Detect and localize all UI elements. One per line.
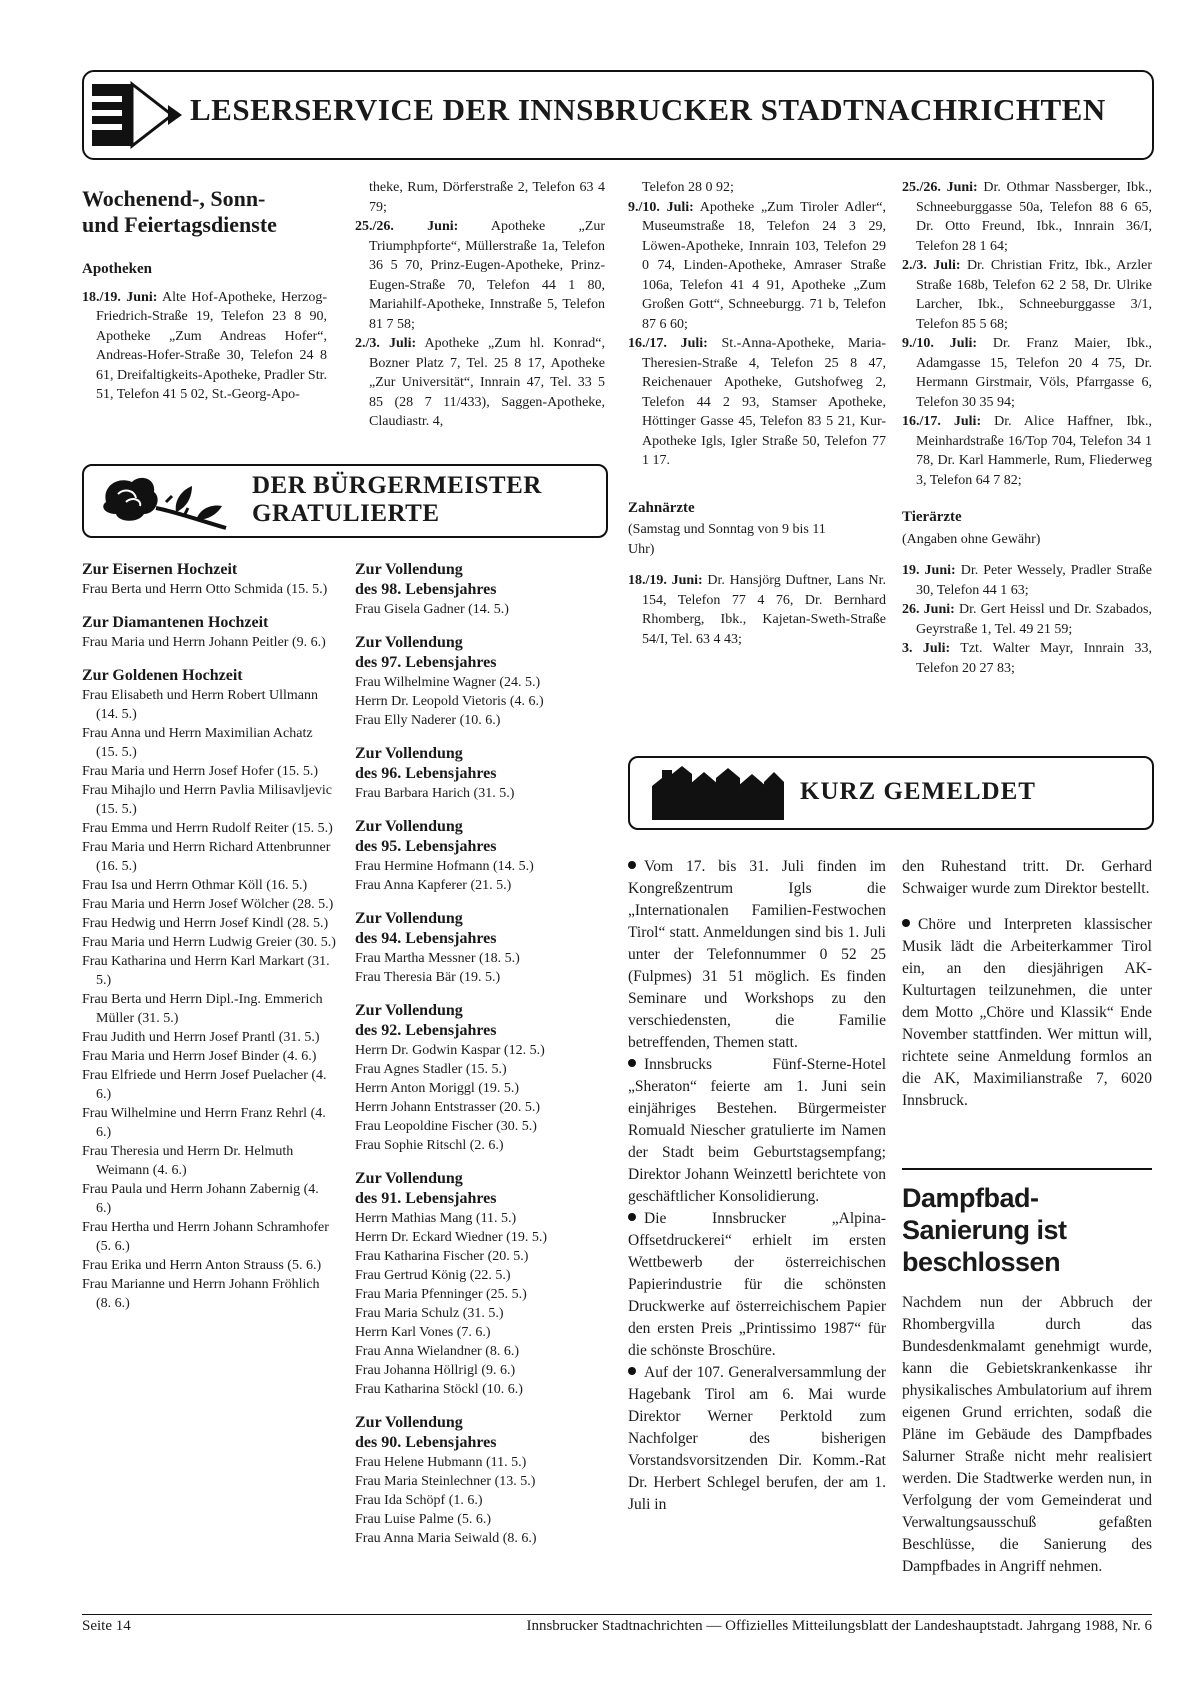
birthday-item: Frau Hermine Hofmann (14. 5.) (355, 859, 534, 874)
leserservice-banner (82, 70, 1154, 160)
zahnarzte-list-2 (902, 178, 1152, 490)
duty-entry (902, 639, 1152, 678)
bullet-icon (902, 919, 910, 927)
rose-icon (96, 472, 236, 530)
news-item (902, 914, 1152, 1112)
footer-rule (82, 1614, 1152, 1615)
gratulation-item: Frau Paula und Herrn Johann Zabernig (4. 6.) (82, 1182, 319, 1216)
bullet-icon (628, 861, 636, 869)
duty-date: 3. Juli: (902, 641, 951, 656)
duty-text: Dr. Gert Heissl und Dr. Szabados, Geyrstraße 1, Tel. 49 21 59; (916, 602, 1152, 637)
duty-text: Apotheke „Zur Triumphpforte“, Müllerstraße 1a, Telefon 36 5 70, Prinz-Eugen-Apotheke, Prinz-Eugen-Straße 70, Telefon 44 1 80, Mariahilf-Apotheke, Innstraße 5, Telefon 81 7 58; (369, 219, 605, 332)
birthday-item: Frau Agnes Stadler (15. 5.) (355, 1062, 507, 1077)
gratulation-item: Frau Maria und Herrn Josef Wölcher (28. 5.) (82, 897, 334, 912)
birthday-item: Frau Ida Schöpf (1. 6.) (355, 1493, 483, 1508)
birthday-subheading: des 94. Lebensjahres (355, 930, 497, 947)
bullet-icon (628, 1367, 636, 1375)
duty-date: 2./3. Juli: (902, 258, 961, 273)
dampfbad-text: Nachdem nun der Abbruch der Rhombergvilla durch das Bundesdenkmalamt genehmigt wurde, kann die Gebietskrankenkasse ihr physikalisches Ambulatorium auf ihrem eigenen Grund errichten, sodaß die Pläne im Gebäude des Dampfbades Salurner Straße nicht mehr realisiert werden. Die Stadtwerke werden nun, in Verfolgung der vom Gemeinderat und Verwaltungsausschuß gefaßten Beschlüsse, die Sanierung des Dampfbades in Angriff nehmen. (902, 1294, 1152, 1575)
duty-entry (902, 600, 1152, 639)
tierarzte-title: Tierärzte (902, 509, 962, 525)
duty-date: 25./26. Juni: (902, 180, 978, 195)
birthday-item: Herrn Mathias Mang (11. 5.) (355, 1211, 517, 1226)
birthday-item: Frau Leopoldine Fischer (30. 5.) (355, 1119, 537, 1134)
duty-text: Dr. Othmar Nassberger, Ibk., Schneeburggasse 50a, Telefon 88 6 65, Dr. Otto Freund, Ibk., Innrain 36/I, Telefon 28 1 64; (916, 180, 1153, 254)
gratulation-item: Frau Berta und Herrn Dipl.-Ing. Emmerich Müller (31. 5.) (82, 992, 323, 1026)
duty-text: Alte Hof-Apotheke, Herzog-Friedrich-Straße 19, Telefon 23 8 90, Apotheke „Zum Andreas Hofer“, Andreas-Hofer-Straße 30, Telefon 24 8 61, Dreifaltigkeits-Apotheke, Pradler Str. 51, Telefon 41 5 02, St.-Georg-Apo- (96, 289, 327, 402)
gratulation-heading: Zur Diamantenen Hochzeit (82, 614, 269, 631)
buergermeister-col2 (355, 560, 605, 1548)
birthday-item: Frau Anna Kapferer (21. 5.) (355, 878, 512, 893)
duty-entry (355, 217, 605, 334)
duty-date: 9./10. Juli: (628, 199, 694, 215)
birthday-item: Frau Wilhelmine Wagner (24. 5.) (355, 675, 541, 690)
duty-date: 26. Juni: (902, 602, 955, 617)
birthday-heading: Zur Vollendung (355, 745, 463, 762)
duty-date: 2./3. Juli: (355, 336, 417, 351)
duty-date: 16./17. Juli: (902, 414, 982, 429)
duty-entry (628, 178, 886, 198)
duty-date: 9./10. Juli: (902, 336, 978, 351)
bullet-icon (628, 1213, 636, 1221)
news-text: Innsbrucks Fünf-Sterne-Hotel „Sheraton“ feierte am 1. Juni sein einjähriges Bestehen. Bürgermeister Romuald Niescher gratulierte im Namen der Stadt beim Geburtstagsempfang; Direktor Johann Weinzettl berichtete von geschäftlicher Konsolidierung. (628, 1056, 886, 1205)
birthday-subheading: des 96. Lebensjahres (355, 765, 497, 782)
zahnarzte-title: Zahnärzte (628, 499, 695, 516)
birthday-item: Frau Elly Naderer (10. 6.) (355, 713, 501, 728)
gratulation-item: Frau Mihajlo und Herrn Pavlia Milisavljevic (15. 5.) (82, 783, 333, 817)
duty-date: 25./26. Juni: (355, 219, 459, 234)
weekend-heading: Wochenend-, Sonn- und Feiertagsdienste (82, 186, 277, 237)
duty-entry (355, 334, 605, 432)
birthday-item: Frau Maria Pfenninger (25. 5.) (355, 1287, 527, 1302)
duty-text: Tzt. Walter Mayr, Innrain 33, Telefon 20 27 83; (916, 641, 1152, 676)
gratulation-item: Frau Maria und Herrn Josef Binder (4. 6.) (82, 1049, 317, 1064)
gratulation-item: Frau Marianne und Herrn Johann Fröhlich (8. 6.) (82, 1277, 320, 1311)
news-text: Vom 17. bis 31. Juli finden im Kongreßzentrum Igls die „Internationalen Familien-Festwochen Tirol“ statt. Anmeldungen sind bis 1. Juli unter der Telefonnummer 0 52 25 (Fulpmes) 31 51 möglich. Es finden Seminare und Workshops zu den verschiedensten, die Familie betreffenden, Themen statt. (628, 858, 886, 1051)
duty-text: Dr. Franz Maier, Ibk., Adamgasse 15, Telefon 20 4 75, Dr. Hermann Girstmair, Völs, Pfarrgasse 6, Telefon 30 35 94; (916, 336, 1152, 410)
gratulation-item: Frau Elfriede und Herrn Josef Puelacher (4. 6.) (82, 1068, 327, 1102)
birthday-item: Frau Anna Wielandner (8. 6.) (355, 1344, 520, 1359)
gratulation-item: Frau Elisabeth und Herrn Robert Ullmann (14. 5.) (82, 688, 319, 722)
tierarzte-list (902, 561, 1152, 678)
weekend-col4 (902, 178, 1152, 678)
birthday-item: Frau Theresia Bär (19. 5.) (355, 970, 501, 985)
duty-date: 16./17. Juli: (628, 336, 708, 351)
bullet-icon (628, 1059, 636, 1067)
news-text: Chöre und Interpreten klassischer Musik lädt die Arbeiterkammer Tirol ein, an den diesjährigen AK-Kulturtagen teilzunehmen, die unter dem Motto „Chöre und Klassik“ Ende November stattfinden. Wer mittun will, richtete seine Anmeldung formlos an die AK, Maximilianstraße 7, 6020 Innsbruck. (902, 916, 1152, 1109)
birthday-item: Frau Gisela Gadner (14. 5.) (355, 602, 509, 617)
birthday-item: Frau Gertrud König (22. 5.) (355, 1268, 511, 1283)
buergermeister-banner (82, 464, 608, 538)
birthday-subheading: des 97. Lebensjahres (355, 654, 497, 671)
birthday-item: Frau Anna Maria Seiwald (8. 6.) (355, 1531, 537, 1546)
news-item (628, 856, 886, 1054)
duty-entry (628, 198, 886, 335)
footer-publication: Innsbrucker Stadtnachrichten — Offizielles Mitteilungsblatt der Landeshauptstadt. Jahrgang 1988, Nr. 6 (526, 1618, 1152, 1634)
birthday-item: Frau Luise Palme (5. 6.) (355, 1512, 492, 1527)
birthday-item: Frau Barbara Harich (31. 5.) (355, 786, 515, 801)
gratulation-item: Frau Maria und Herrn Johann Peitler (9. 6.) (82, 635, 326, 650)
dampfbad-title: Dampfbad-Sanierung ist beschlossen (902, 1183, 1067, 1277)
birthday-item: Frau Maria Steinlechner (13. 5.) (355, 1474, 536, 1489)
kurz-continuation: den Ruhestand tritt. Dr. Gerhard Schwaiger wurde zum Direktor bestellt. (902, 858, 1152, 897)
birthday-subheading: des 95. Lebensjahres (355, 838, 497, 855)
birthday-heading: Zur Vollendung (355, 634, 463, 651)
kurz-col2 (902, 856, 1152, 1112)
gratulation-item: Frau Isa und Herrn Othmar Köll (16. 5.) (82, 878, 308, 893)
birthday-heading: Zur Vollendung (355, 1002, 463, 1019)
weekend-col3 (628, 178, 886, 649)
birthday-item: Herrn Anton Moriggl (19. 5.) (355, 1081, 520, 1096)
leserservice-logo-icon (90, 80, 190, 150)
duty-date: 18./19. Juni: (628, 573, 703, 588)
apotheken-list-1 (82, 288, 327, 405)
birthday-heading: Zur Vollendung (355, 561, 463, 578)
duty-date: 18./19. Juni: (82, 289, 158, 305)
birthday-item: Herrn Dr. Eckard Wiedner (19. 5.) (355, 1230, 547, 1245)
zahnarzte-list (628, 571, 886, 649)
duty-text: Apotheke „Zum Tiroler Adler“, Museumstraße 18, Telefon 24 3 29, Löwen-Apotheke, Innrain 103, Telefon 29 0 74, Linden-Apotheke, Amraser Straße 106a, Telefon 41 4 91, Apotheke „Zum Großen Gott“, Schneeburgg. 71 b, Telefon 87 6 60; (642, 199, 886, 332)
duty-text: St.-Anna-Apotheke, Maria-Theresien-Straße 4, Telefon 25 8 47, Reichenauer Apotheke, Gutshofweg 2, Telefon 44 2 93, Stamser Apotheke, Höttinger Gasse 45, Telefon 83 5 21, Kur-Apotheke Igls, Igler Straße 50, Telefon 77 1 17. (642, 336, 886, 468)
gratulation-item: Frau Hertha und Herrn Johann Schramhofer (5. 6.) (82, 1220, 329, 1254)
gratulation-item: Frau Berta und Herrn Otto Schmida (15. 5.) (82, 582, 328, 597)
gratulation-item: Frau Katharina und Herrn Karl Markart (31. 5.) (82, 954, 330, 988)
birthday-subheading: des 92. Lebensjahres (355, 1022, 497, 1039)
gratulation-item: Frau Maria und Herrn Josef Hofer (15. 5.) (82, 764, 318, 779)
banner-title: LESERSERVICE DER INNSBRUCKER STADTNACHRICHTEN (190, 92, 1106, 127)
gratulation-item: Frau Wilhelmine und Herrn Franz Rehrl (4. 6.) (82, 1106, 326, 1140)
duty-text: Dr. Christian Fritz, Ibk., Arzler Straße 168b, Telefon 62 2 58, Dr. Ulrike Larcher, Ibk., Schneeburggasse 3/1, Telefon 85 5 68; (916, 258, 1152, 332)
birthday-heading: Zur Vollendung (355, 910, 463, 927)
birthday-item: Frau Maria Schulz (31. 5.) (355, 1306, 504, 1321)
duty-entry (628, 571, 886, 649)
gratulation-item: Frau Hedwig und Herrn Josef Kindl (28. 5.) (82, 916, 329, 931)
apotheken-list-2 (355, 178, 605, 432)
duty-entry (902, 412, 1152, 490)
birthday-item: Herrn Dr. Leopold Vietoris (4. 6.) (355, 694, 544, 709)
weekend-col1 (82, 186, 327, 405)
gratulation-item: Frau Erika und Herrn Anton Strauss (5. 6.) (82, 1258, 322, 1273)
duty-text: Dr. Alice Haffner, Ibk., Meinhardstraße 16/Top 704, Telefon 34 1 78, Dr. Karl Hammerle, Rum, Fliederweg 3, Telefon 64 7 82; (916, 414, 1152, 488)
gratulation-item: Frau Emma und Herrn Rudolf Reiter (15. 5.) (82, 821, 333, 836)
apotheken-title: Apotheken (82, 261, 153, 277)
news-item (628, 1208, 886, 1362)
duty-text: Apotheke „Zum hl. Konrad“, Bozner Platz 7, Tel. 25 8 17, Apotheke „Zur Universität“, Innrain 47, Tel. 33 5 85 (28 7 11/433), Saggen-Apotheke, Claudiastr. 4, (369, 336, 605, 429)
tierarzte-note: (Angaben ohne Gewähr) (902, 531, 1041, 547)
duty-entry (628, 334, 886, 471)
buergermeister-title-1: DER BÜRGERMEISTER (252, 472, 542, 499)
birthday-item: Herrn Karl Vones (7. 6.) (355, 1325, 491, 1340)
duty-entry (902, 561, 1152, 600)
birthday-item: Frau Helene Hubmann (11. 5.) (355, 1455, 527, 1470)
birthday-item: Herrn Johann Entstrasser (20. 5.) (355, 1100, 541, 1115)
duty-date: 19. Juni: (902, 563, 956, 578)
birthday-item: Frau Sophie Ritschl (2. 6.) (355, 1138, 504, 1153)
kurz-col1 (628, 856, 886, 1516)
gratulation-item: Frau Anna und Herrn Maximilian Achatz (15. 5.) (82, 726, 313, 760)
news-item (628, 1054, 886, 1208)
birthday-item: Frau Martha Messner (18. 5.) (355, 951, 520, 966)
buergermeister-col1 (82, 560, 337, 1313)
gratulation-heading: Zur Goldenen Hochzeit (82, 667, 243, 684)
zahnarzte-note: (Samstag und Sonntag von 9 bis 11 Uhr) (628, 522, 826, 557)
duty-entry (902, 256, 1152, 334)
gratulation-heading: Zur Eisernen Hochzeit (82, 561, 238, 578)
apotheken-list-3 (628, 178, 886, 471)
duty-entry (355, 178, 605, 217)
kurz-gemeldet-banner (628, 756, 1154, 830)
news-text: Die Innsbrucker „Alpina-Offsetdruckerei“ erhielt im ersten Wettbewerb der österreichischen Papierindustrie für die schönsten Druckwerke auf österreichischem Papier den ersten Preis „Printissimo 1987“ für die schönste Broschüre. (628, 1210, 886, 1359)
duty-entry (902, 178, 1152, 256)
birthday-heading: Zur Vollendung (355, 1414, 463, 1431)
birthday-item: Herrn Dr. Godwin Kaspar (12. 5.) (355, 1043, 545, 1058)
duty-text: theke, Rum, Dörferstraße 2, Telefon 63 4 79; (369, 180, 605, 215)
duty-entry (82, 288, 327, 405)
duty-text: Dr. Peter Wessely, Pradler Straße 30, Telefon 44 1 63; (916, 563, 1152, 598)
kurz-gemeldet-title: KURZ GEMELDET (800, 778, 1036, 805)
dampfbad-article (902, 1168, 1152, 1578)
duty-entry (902, 334, 1152, 412)
duty-text: Telefon 28 0 92; (642, 180, 734, 195)
duty-text: Dr. Hansjörg Duftner, Lans Nr. 154, Telefon 77 4 76, Dr. Bernhard Rhomberg, Ibk., Kajetan-Sweth-Straße 54/I, Tel. 63 4 43; (642, 573, 886, 647)
birthday-subheading: des 91. Lebensjahres (355, 1190, 497, 1207)
weekend-col2 (355, 178, 605, 432)
gratulation-item: Frau Maria und Herrn Richard Attenbrunner (16. 5.) (82, 840, 331, 874)
gratulation-item: Frau Maria und Herrn Ludwig Greier (30. 5.) (82, 935, 336, 950)
buergermeister-title-2: GRATULIERTE (252, 500, 440, 527)
gratulation-item: Frau Judith und Herrn Josef Prantl (31. 5.) (82, 1030, 320, 1045)
news-item (628, 1362, 886, 1516)
gratulation-item: Frau Theresia und Herrn Dr. Helmuth Weimann (4. 6.) (82, 1144, 294, 1178)
birthday-item: Frau Katharina Fischer (20. 5.) (355, 1249, 529, 1264)
birthday-item: Frau Johanna Höllrigl (9. 6.) (355, 1363, 516, 1378)
birthday-heading: Zur Vollendung (355, 1170, 463, 1187)
news-text: Auf der 107. Generalversammlung der Hagebank Tirol am 6. Mai wurde Direktor Werner Perktold zum Nachfolger des bisherigen Vorstandsvorsitzenden Dir. Komm.-Rat Dr. Herbert Schlegel berufen, der am 1. Juli in (628, 1364, 886, 1513)
birthday-subheading: des 98. Lebensjahres (355, 581, 497, 598)
birthday-subheading: des 90. Lebensjahres (355, 1434, 497, 1451)
birthday-item: Frau Katharina Stöckl (10. 6.) (355, 1382, 523, 1397)
birthday-heading: Zur Vollendung (355, 818, 463, 835)
footer-page: Seite 14 (82, 1618, 131, 1634)
houses-icon (648, 764, 788, 822)
